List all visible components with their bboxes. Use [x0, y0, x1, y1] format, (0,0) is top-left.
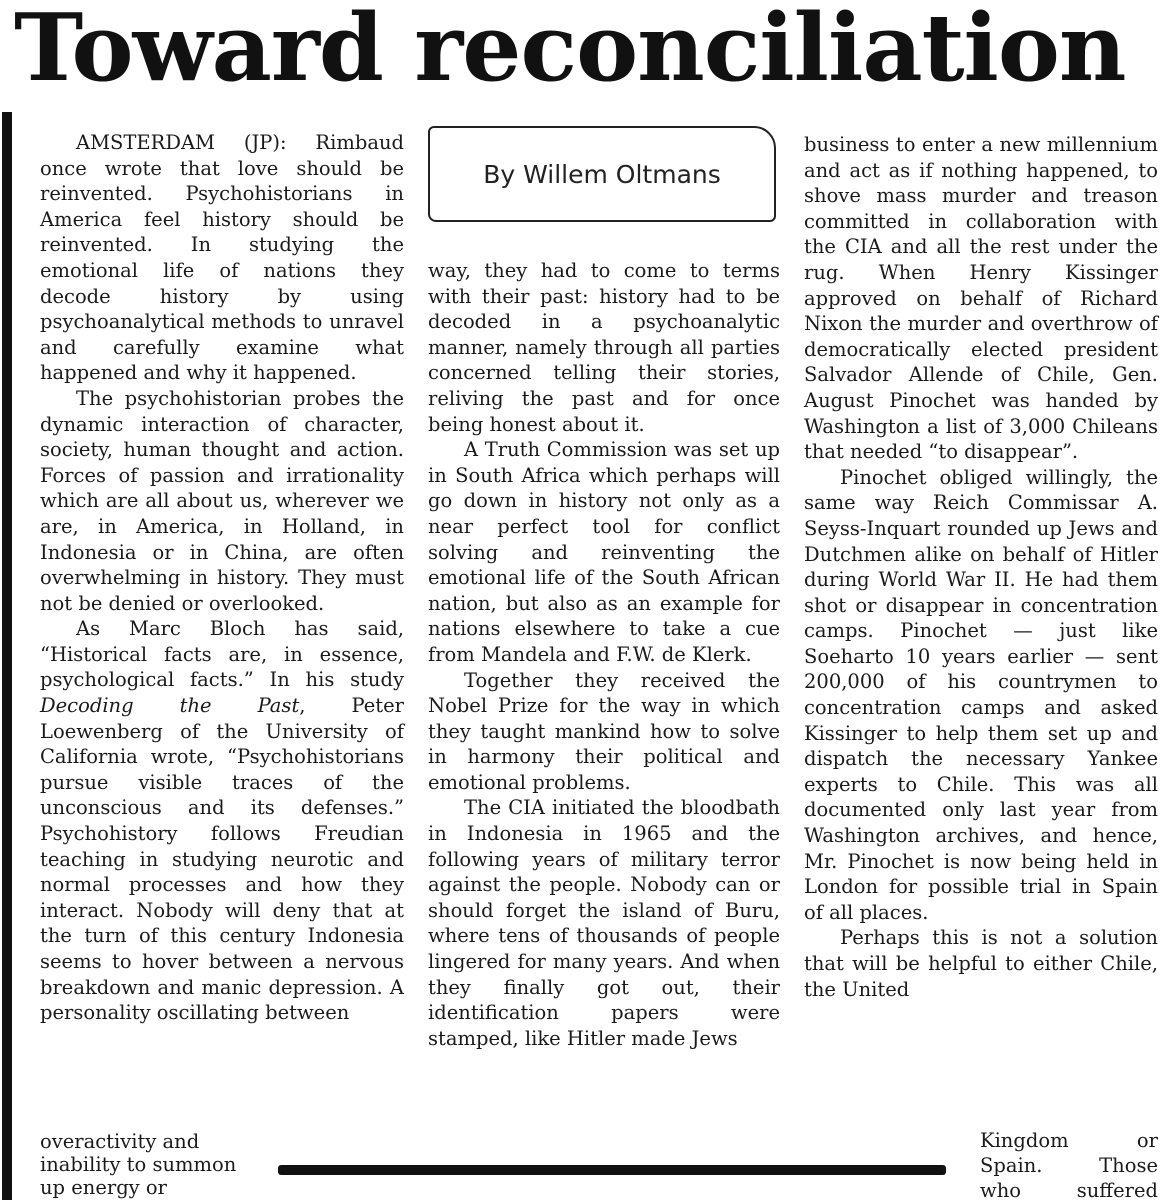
col2-paragraph-2: A Truth Commission was set up in South Africa which perhaps will go down in history not only as a near perfect tool for conflict solving and reinventing the emotional life of the South African nation, but also as an example for nations elsewhere to take a cue from Mandela and F.W. de Klerk.	[428, 438, 780, 666]
col3-tail-line-1: Kingdom or	[980, 1129, 1158, 1152]
left-column-rule	[2, 112, 12, 1200]
byline: By Willem Oltmans	[483, 159, 721, 189]
col3-paragraph-3: Perhaps this is not a solution that will be helpful to either Chile, the United	[804, 926, 1158, 1001]
col1-tail: overactivity and inability to summon up energy or	[40, 1130, 237, 1199]
col1-paragraph-3a: As Marc Bloch has said, “Historical facts are, in essence, psychological facts.” In his study	[40, 617, 404, 692]
section-divider-rule	[278, 1165, 946, 1175]
col3-tail-line-3: who suffered	[980, 1179, 1158, 1202]
col2-paragraph-4: The CIA initiated the bloodbath in Indonesia in 1965 and the following years of military terror against the people. Nobody can or should forget the island of Buru, where tens of thousands of people lingered for many years. And when they finally got out, their identification papers were stamped, like Hitler made Jews	[428, 796, 780, 1050]
col3-paragraph-2: Pinochet obliged willingly, the same way Reich Commissar A. Seyss-Inquart rounded up Jews and Dutchmen alike on behalf of Hitler during World War II. He had them shot or disappear in concentration camps. Pinochet — just like Soeharto 10 years earlier — sent 200,000 of his countrymen to concentration camps and asked Kissinger to help them set up and dispatch the necessary Yankee experts to Chile. This was all documented only last year from Washington archives, and hence, Mr. Pinochet is now being held in London for possible trial in Spain of all places.	[804, 465, 1158, 924]
col2-paragraph-3: Together they received the Nobel Prize for the way in which they taught mankind how to solve in harmony their political and emotional problems.	[428, 668, 780, 794]
col1-paragraph-2: The psychohistorian probes the dynamic interaction of character, society, human thought and action. Forces of passion and irrationality which are all about us, wherever we are, in America, in Holland, in Indonesia or in China, are often overwhelming in history. They must not be denied or overlooked.	[40, 386, 404, 615]
col1-paragraph-3b: , Peter Loewenberg of the University of California wrote, “Psychohistorians pursue visible traces of the unconscious and its defenses.” Psychohistory follows Freudian teaching in studying neurotic and normal processes and how they interact. Nobody will deny that at the turn of this century Indonesia seems to hover between a nervous breakdown and manic depression. A personality oscillating between	[40, 694, 404, 1025]
headline: Toward reconciliation	[14, 0, 1126, 102]
col3-paragraph-1: business to enter a new millennium and act as if nothing happened, to shove mass murder and treason committed in collaboration with the CIA and all the rest under the rug. When Henry Kissinger approved on behalf of Richard Nixon the murder and overthrow of democratically elected president Salvador Allende of Chile, Gen. August Pinochet was handed by Washington a list of 3,000 Chileans that needed “to disappear”.	[804, 133, 1158, 464]
column-1	[40, 130, 404, 1026]
column-2	[428, 258, 780, 1051]
column-3	[804, 132, 1158, 1002]
col3-tail-line-2: Spain. Those	[980, 1154, 1158, 1177]
col3-tail	[980, 1128, 1158, 1203]
byline-box	[428, 126, 776, 222]
col2-paragraph-1: way, they had to come to terms with their past: history had to be decoded in a psychoanalytic manner, namely through all parties concerned telling their stories, reliving the past and for once being honest about it.	[428, 259, 780, 436]
col1-paragraph-1: AMSTERDAM (JP): Rimbaud once wrote that love should be reinvented. Psychohistorians in America feel history should be reinvented. In studying the emotional life of nations they decode history by using psychoanalytical methods to unravel and carefully examine what happened and why it happened.	[40, 131, 404, 385]
col1-paragraph-3	[40, 616, 404, 1026]
book-title: Decoding the Past	[40, 694, 300, 718]
